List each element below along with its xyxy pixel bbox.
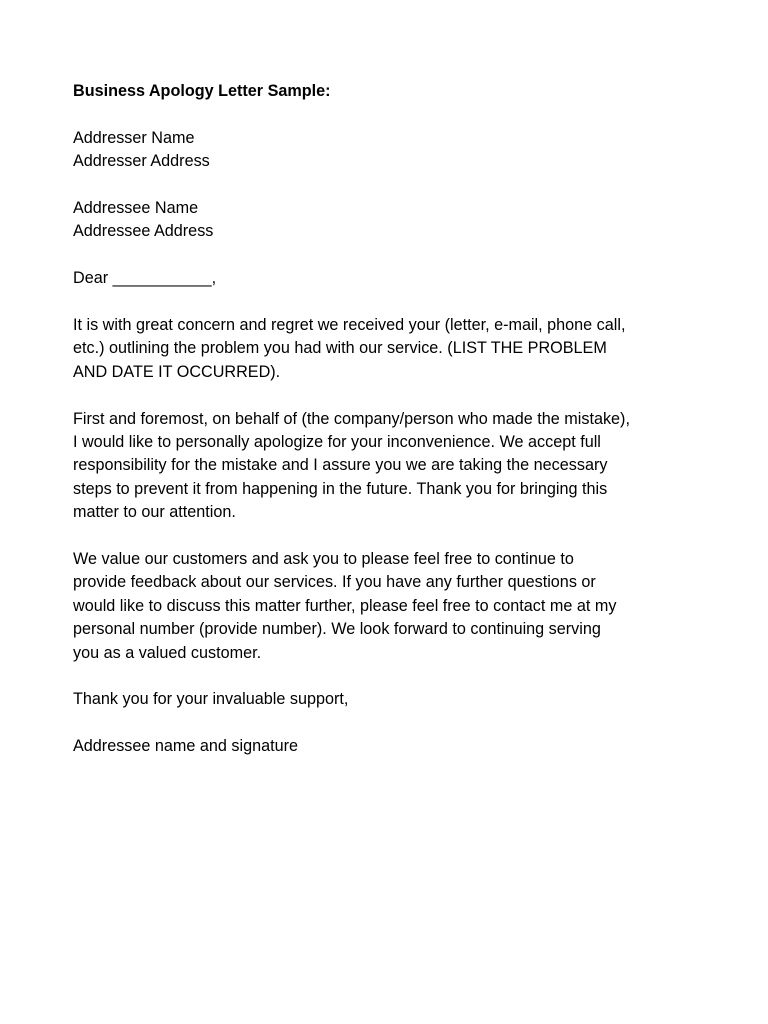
paragraph-line: AND DATE IT OCCURRED).: [73, 362, 281, 381]
paragraph-line: personal number (provide number). We look forward to continuing serving: [73, 620, 601, 639]
spacer: [73, 712, 713, 735]
paragraph-line: I would like to personally apologize for your inconvenience. We accept full: [73, 433, 601, 452]
spacer: [73, 525, 713, 548]
paragraph-line: etc.) outlining the problem you had with our service. (LIST THE PROBLEM: [73, 339, 607, 358]
signature: [73, 735, 713, 758]
salutation: [73, 267, 713, 290]
addressee-block: [73, 197, 713, 244]
addresser-address: Addresser Address: [73, 152, 210, 171]
spacer: [73, 665, 713, 688]
paragraph-line: provide feedback about our services. If you have any further questions or: [73, 573, 596, 592]
closing-text: Thank you for your invaluable support,: [73, 690, 349, 709]
closing: [73, 688, 713, 711]
spacer: [73, 103, 713, 126]
signature-text: Addressee name and signature: [73, 737, 298, 756]
paragraph-line: First and foremost, on behalf of (the company/person who made the mistake),: [73, 409, 630, 428]
addressee-address: Addressee Address: [73, 222, 214, 241]
letter-page: [73, 80, 713, 759]
paragraph-3: [73, 548, 713, 665]
paragraph-1: [73, 314, 713, 384]
spacer: [73, 384, 713, 407]
paragraph-line: matter to our attention.: [73, 503, 236, 522]
document-title: Business Apology Letter Sample:: [73, 82, 331, 100]
addresser-name: Addresser Name: [73, 128, 195, 147]
spacer: [73, 174, 713, 197]
paragraph-line: would like to discuss this matter further, please feel free to contact me at my: [73, 596, 617, 615]
spacer: [73, 291, 713, 314]
paragraph-line: responsibility for the mistake and I assure you we are taking the necessary: [73, 456, 608, 475]
addresser-block: [73, 127, 713, 174]
salutation-text: Dear ___________,: [73, 269, 217, 288]
paragraph-line: steps to prevent it from happening in the future. Thank you for bringing this: [73, 479, 608, 498]
spacer: [73, 244, 713, 267]
addressee-name: Addressee Name: [73, 199, 199, 217]
paragraph-line: We value our customers and ask you to please feel free to continue to: [73, 550, 574, 569]
paragraph-line: you as a valued customer.: [73, 643, 262, 662]
paragraph-line: It is with great concern and regret we received your (letter, e-mail, phone call,: [73, 316, 626, 334]
paragraph-2: [73, 408, 713, 525]
